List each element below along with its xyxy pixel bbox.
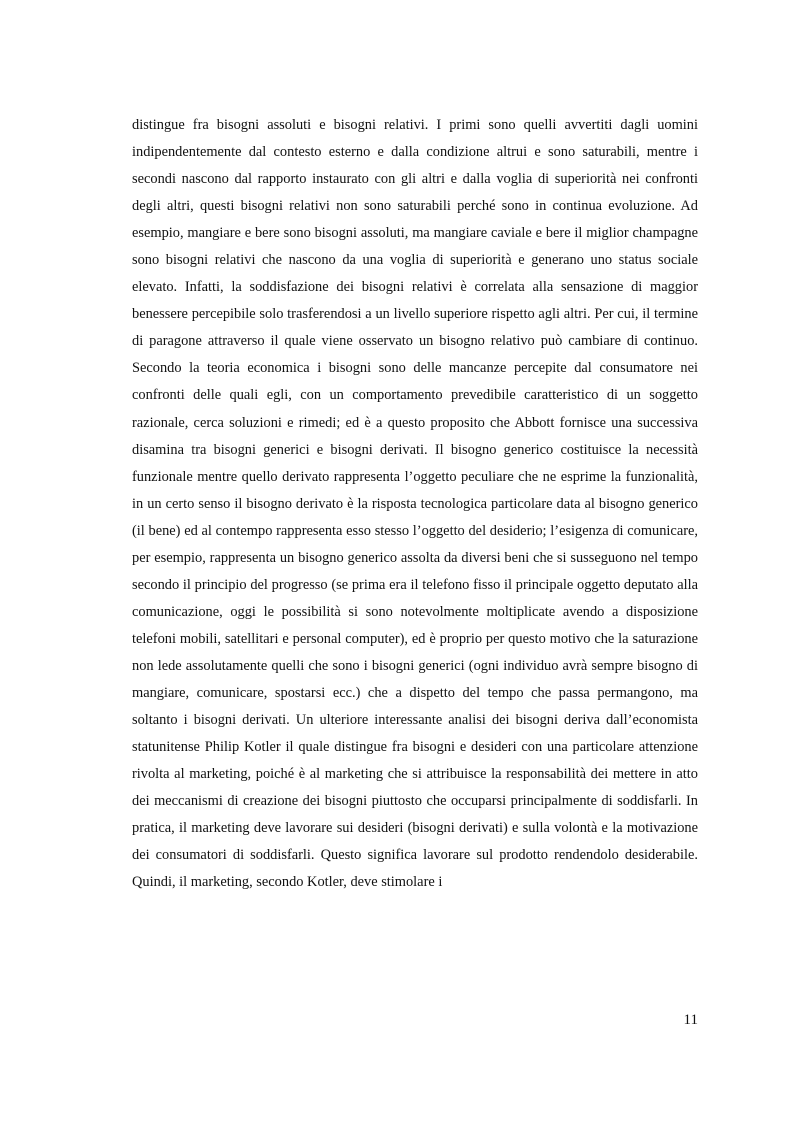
body-paragraph: distingue fra bisogni assoluti e bisogni relativi. I primi sono quelli avvertiti dagli uomini indipendentemente dal contesto esterno e dalla condizione altrui e sono saturabili, mentre i secondi nascono dal rapporto instaurato con gli altri e dalla voglia di superiorità nei confronti degli altri, questi bisogni relativi non sono saturabili perché sono in continua evoluzione. Ad esempio, mangiare e bere sono bisogni assoluti, ma mangiare caviale e bere il miglior champagne sono bisogni relativi che nascono da una voglia di superiorità e generano uno status sociale elevato. Infatti, la soddisfazione dei bisogni relativi è correlata alla sensazione di maggior benessere percepibile solo trasferendosi a un livello superiore rispetto agli altri. Per cui, il termine di paragone attraverso il quale viene osservato un bisogno relativo può cambiare di continuo. Secondo la teoria economica i bisogni sono delle mancanze percepite dal consumatore nei confronti delle quali egli, con un comportamento prevedibile caratteristico di un soggetto razionale, cerca soluzioni e rimedi; ed è a questo proposito che Abbott fornisce una successiva disamina tra bisogni generici e bisogni derivati. Il bisogno generico costituisce la necessità funzionale mentre quello derivato rappresenta l’oggetto peculiare che ne esprime la funzionalità, in un certo senso il bisogno derivato è la risposta tecnologica particolare data al bisogno generico (il bene) ed al contempo rappresenta esso stesso l’oggetto del desiderio; l’esigenza di comunicare, per esempio, rappresenta un bisogno generico assolta da diversi beni che si susseguono nel tempo secondo il principio del progresso (se prima era il telefono fisso il principale oggetto deputato alla comunicazione, oggi le possibilità si sono notevolmente moltiplicate avendo a disposizione telefoni mobili, satellitari e personal computer), ed è proprio per questo motivo che la saturazione non lede assolutamente quelli che sono i bisogni generici (ogni individuo avrà sempre bisogno di mangiare, comunicare, spostarsi ecc.) che a dispetto del tempo che passa permangono, ma soltanto i bisogni derivati. Un ulteriore interessante analisi dei bisogni deriva dall’economista statunitense Philip Kotler il quale distingue fra bisogni e desideri con una particolare attenzione rivolta al marketing, poiché è al marketing che si attribuisce la responsabilità dei mettere in atto dei meccanismi di creazione dei bisogni piuttosto che occuparsi principalmente di soddisfarli. In pratica, il marketing deve lavorare sui desideri (bisogni derivati) e sulla volontà e la motivazione dei consumatori di soddisfarli. Questo significa lavorare sul prodotto rendendolo desiderabile. Quindi, il marketing, secondo Kotler, deve stimolare i xyxy=(132,117,698,891)
page-number: 11 xyxy=(683,1012,698,1028)
